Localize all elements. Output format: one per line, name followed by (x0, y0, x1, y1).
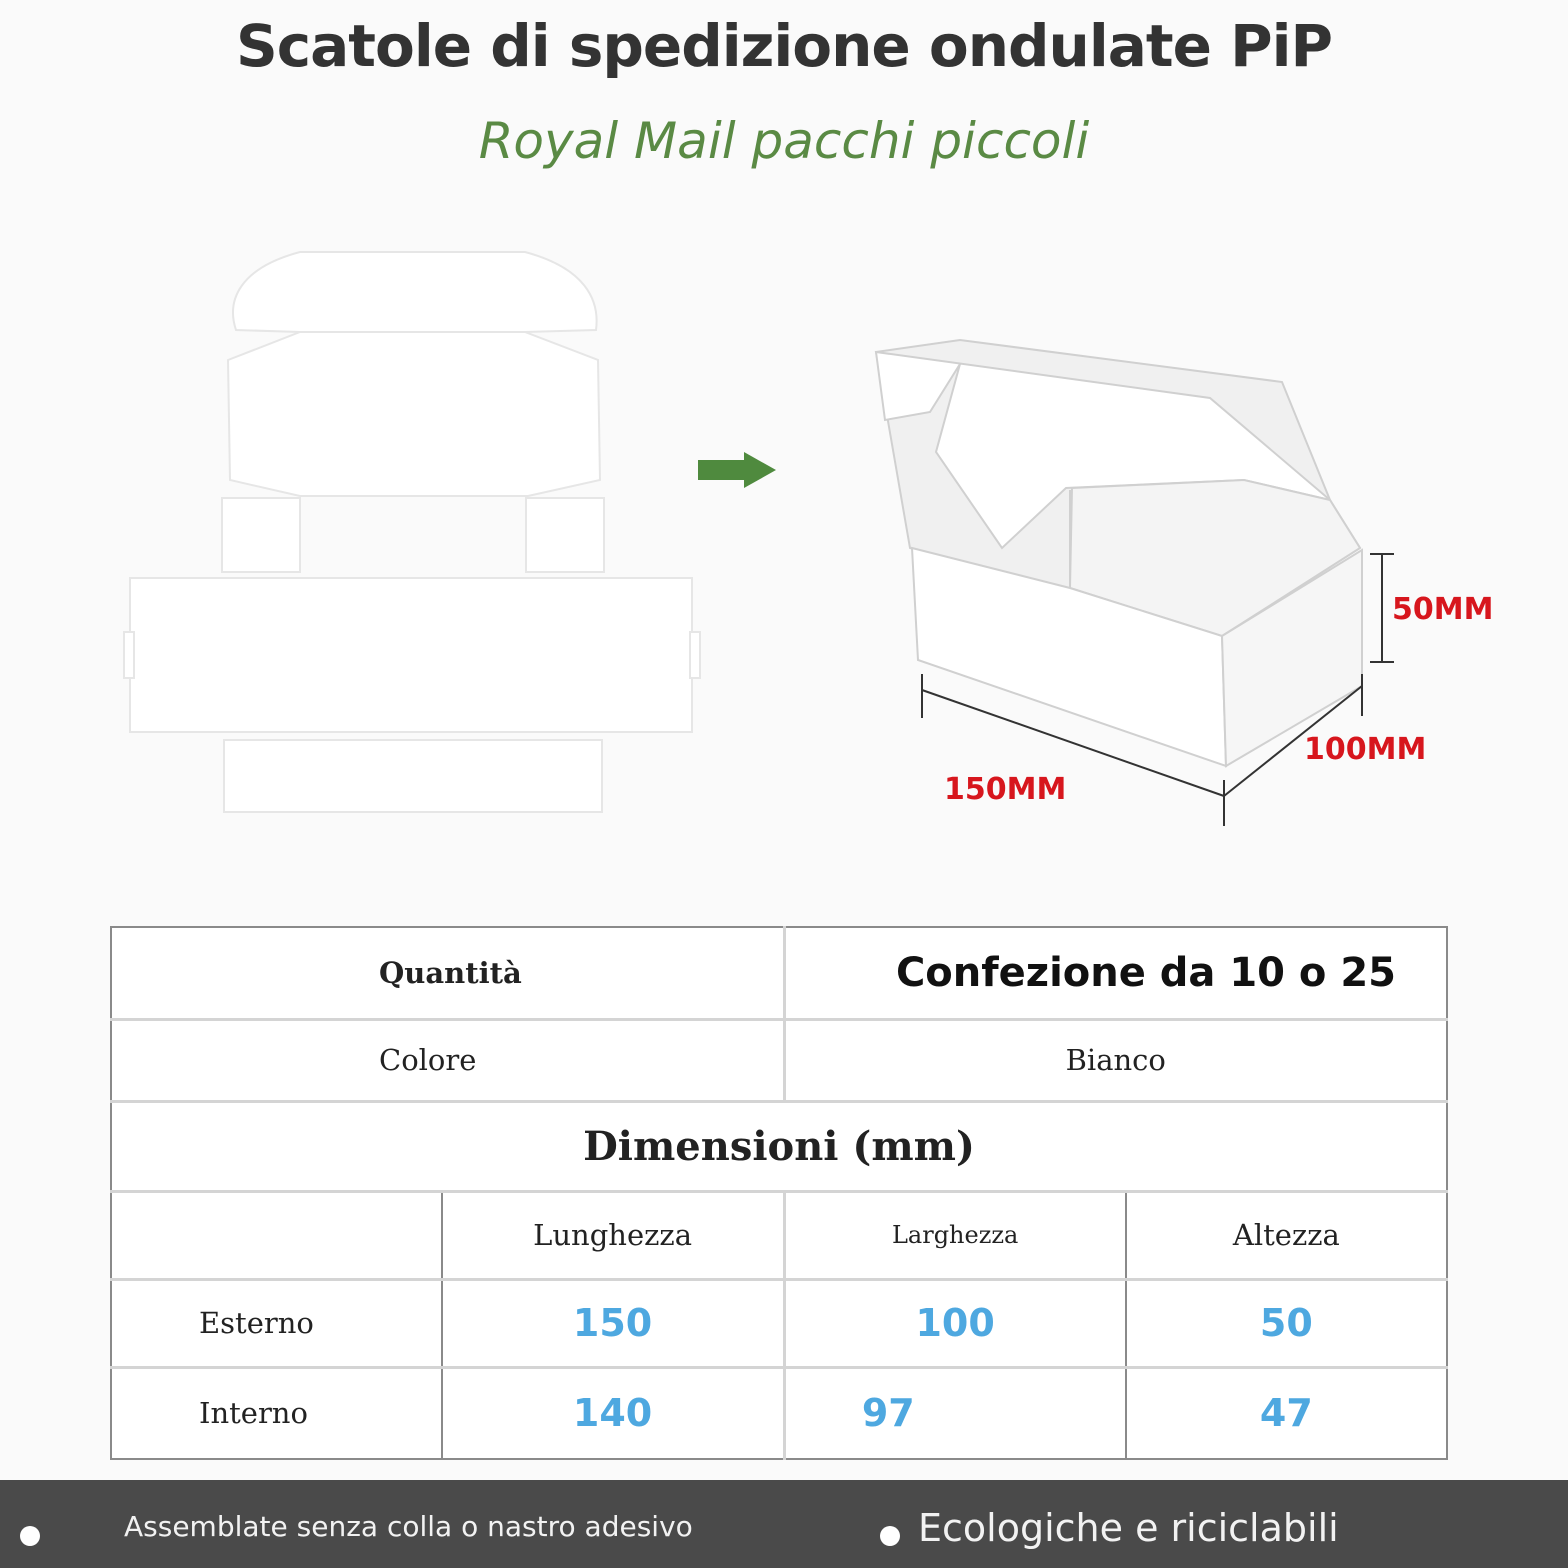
color-value: Bianco (784, 1019, 1447, 1101)
length-dimension-label: 150MM (944, 772, 1067, 807)
bullet-icon (880, 1526, 900, 1546)
right-arrow-icon (698, 452, 776, 488)
column-header-row (111, 1191, 1447, 1279)
features-footer (0, 1480, 1568, 1568)
height-dimension-label: 50MM (1392, 592, 1494, 627)
spec-table (110, 926, 1448, 1460)
dimensions-header: Dimensioni (mm) (111, 1101, 1447, 1191)
feature-eco: Ecologiche e riciclabili (918, 1506, 1339, 1550)
column-header-height: Altezza (1126, 1191, 1447, 1279)
empty-header-cell (111, 1191, 442, 1279)
internal-length-value: 140 (442, 1367, 784, 1459)
row-label-internal: Interno (199, 1396, 308, 1431)
feature-no-glue: Assemblate senza colla o nastro adesivo (124, 1510, 693, 1543)
quantity-label: Quantità (111, 927, 784, 1019)
flat-unfolded-box (124, 252, 700, 812)
color-label: Colore (111, 1019, 784, 1101)
open-mailer-box (876, 340, 1362, 766)
internal-height-value: 47 (1126, 1367, 1447, 1459)
external-height-value: 50 (1126, 1279, 1447, 1367)
column-header-length: Lunghezza (442, 1191, 784, 1279)
quantity-row (111, 927, 1447, 1019)
internal-width-value: 97 (784, 1367, 1126, 1459)
external-width-value: 100 (784, 1279, 1126, 1367)
external-length-value: 150 (442, 1279, 784, 1367)
table-row (111, 1367, 1447, 1459)
quantity-value: Confezione da 10 o 25 (784, 927, 1447, 1019)
bullet-icon (20, 1526, 40, 1546)
table-row (111, 1279, 1447, 1367)
page-subtitle: Royal Mail pacchi piccoli (478, 112, 1090, 170)
row-label-external: Esterno (111, 1279, 442, 1367)
depth-dimension-label: 100MM (1304, 732, 1427, 767)
dimensions-header-row (111, 1101, 1447, 1191)
page-title: Scatole di spedizione ondulate PiP (235, 12, 1333, 80)
column-header-width: Larghezza (784, 1191, 1126, 1279)
color-row (111, 1019, 1447, 1101)
